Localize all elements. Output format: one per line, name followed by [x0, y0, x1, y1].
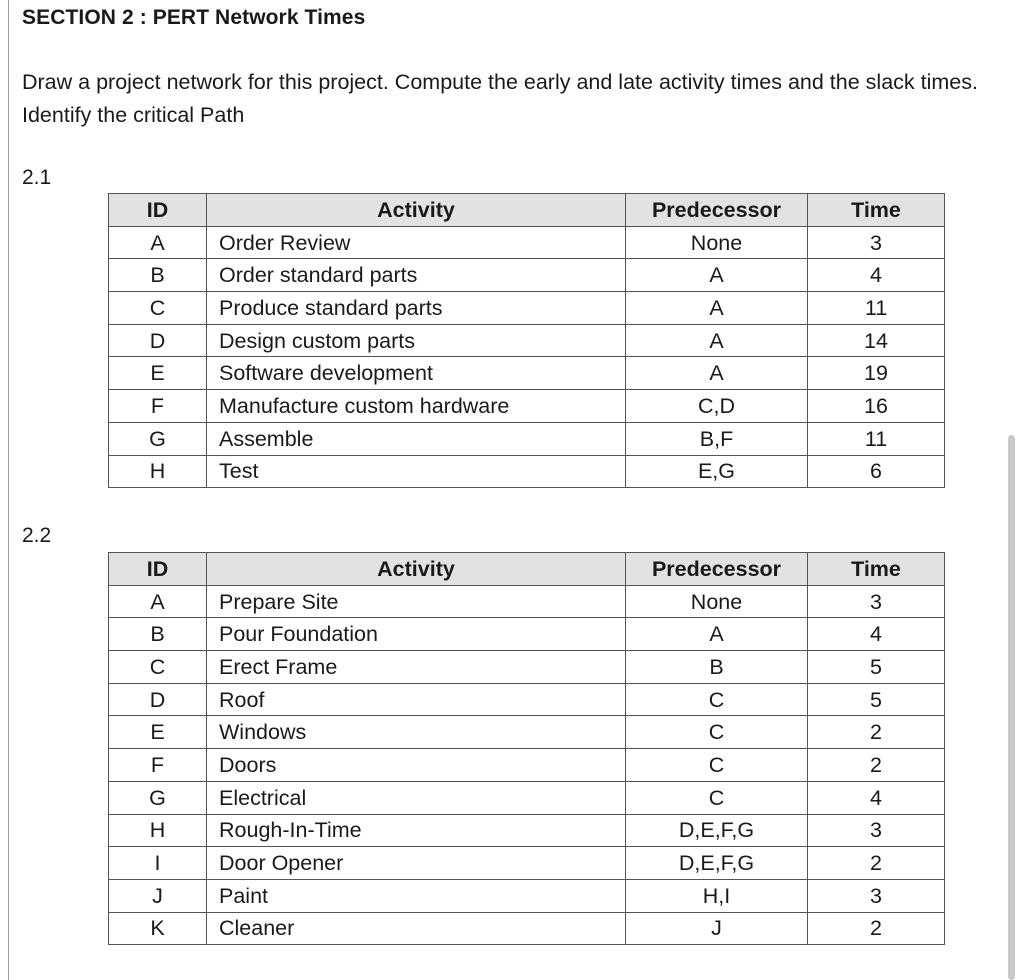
page-left-border [8, 0, 9, 980]
cell-activity: Software development [207, 357, 626, 390]
table-row [109, 716, 945, 749]
cell-predecessor: B [626, 651, 808, 684]
cell-predecessor: A [626, 324, 808, 357]
table-row [109, 585, 945, 618]
cell-id: B [109, 618, 207, 651]
cell-activity: Door Opener [207, 847, 626, 880]
cell-id: F [109, 749, 207, 782]
table-row [109, 749, 945, 782]
vertical-scrollbar[interactable] [1008, 435, 1015, 980]
activity-table-2-1 [108, 193, 945, 488]
cell-predecessor: C,D [626, 390, 808, 423]
cell-time: 3 [808, 814, 945, 847]
cell-id: E [109, 716, 207, 749]
cell-time: 2 [808, 749, 945, 782]
cell-activity: Pour Foundation [207, 618, 626, 651]
cell-predecessor: C [626, 683, 808, 716]
column-header-activity: Activity [207, 194, 626, 227]
cell-activity: Manufacture custom hardware [207, 390, 626, 423]
table-header-row [109, 553, 945, 586]
cell-time: 5 [808, 683, 945, 716]
cell-activity: Cleaner [207, 912, 626, 945]
cell-activity: Windows [207, 716, 626, 749]
cell-time: 19 [808, 357, 945, 390]
part-label-2-2: 2.2 [22, 524, 52, 547]
table-header-row [109, 194, 945, 227]
table-row [109, 912, 945, 945]
cell-time: 16 [808, 390, 945, 423]
cell-time: 4 [808, 618, 945, 651]
cell-time: 3 [808, 585, 945, 618]
cell-id: E [109, 357, 207, 390]
table-row [109, 814, 945, 847]
cell-time: 6 [808, 455, 945, 488]
cell-predecessor: A [626, 259, 808, 292]
cell-activity: Assemble [207, 422, 626, 455]
table-row [109, 618, 945, 651]
cell-time: 4 [808, 259, 945, 292]
column-header-id: ID [109, 194, 207, 227]
column-header-time: Time [808, 553, 945, 586]
table-row [109, 455, 945, 488]
column-header-id: ID [109, 553, 207, 586]
cell-id: H [109, 814, 207, 847]
cell-predecessor: None [626, 585, 808, 618]
cell-id: C [109, 651, 207, 684]
cell-predecessor: H,I [626, 879, 808, 912]
cell-activity: Produce standard parts [207, 292, 626, 325]
table-row [109, 781, 945, 814]
cell-id: G [109, 781, 207, 814]
cell-activity: Test [207, 455, 626, 488]
cell-time: 2 [808, 912, 945, 945]
cell-activity: Design custom parts [207, 324, 626, 357]
cell-id: F [109, 390, 207, 423]
cell-predecessor: J [626, 912, 808, 945]
column-header-predecessor: Predecessor [626, 553, 808, 586]
activity-table-2-2 [108, 552, 945, 945]
cell-id: I [109, 847, 207, 880]
cell-predecessor: A [626, 292, 808, 325]
cell-time: 5 [808, 651, 945, 684]
table-row [109, 226, 945, 259]
cell-activity: Roof [207, 683, 626, 716]
cell-id: G [109, 422, 207, 455]
section-title: SECTION 2 : PERT Network Times [22, 6, 366, 29]
cell-predecessor: C [626, 716, 808, 749]
table-row [109, 292, 945, 325]
cell-id: A [109, 585, 207, 618]
cell-predecessor: C [626, 781, 808, 814]
table-row [109, 879, 945, 912]
cell-id: J [109, 879, 207, 912]
cell-activity: Erect Frame [207, 651, 626, 684]
table-row [109, 422, 945, 455]
cell-time: 2 [808, 847, 945, 880]
table-row [109, 357, 945, 390]
cell-id: A [109, 226, 207, 259]
cell-predecessor: D,E,F,G [626, 847, 808, 880]
cell-activity: Prepare Site [207, 585, 626, 618]
cell-activity: Paint [207, 879, 626, 912]
part-label-2-1: 2.1 [22, 166, 52, 189]
cell-id: C [109, 292, 207, 325]
cell-predecessor: C [626, 749, 808, 782]
instructions-text: Draw a project network for this project. Compute the early and late activity times and the slack times. Identify the critical Path [22, 70, 978, 127]
cell-predecessor: A [626, 357, 808, 390]
cell-predecessor: A [626, 618, 808, 651]
cell-time: 14 [808, 324, 945, 357]
cell-activity: Order Review [207, 226, 626, 259]
column-header-activity: Activity [207, 553, 626, 586]
column-header-time: Time [808, 194, 945, 227]
cell-time: 2 [808, 716, 945, 749]
cell-id: K [109, 912, 207, 945]
table-row [109, 390, 945, 423]
cell-predecessor: None [626, 226, 808, 259]
cell-time: 3 [808, 226, 945, 259]
cell-id: D [109, 324, 207, 357]
cell-predecessor: E,G [626, 455, 808, 488]
cell-time: 3 [808, 879, 945, 912]
cell-id: D [109, 683, 207, 716]
table-row [109, 683, 945, 716]
cell-time: 11 [808, 292, 945, 325]
cell-activity: Electrical [207, 781, 626, 814]
table-row [109, 847, 945, 880]
cell-activity: Doors [207, 749, 626, 782]
cell-time: 11 [808, 422, 945, 455]
table-row [109, 324, 945, 357]
cell-predecessor: D,E,F,G [626, 814, 808, 847]
cell-activity: Order standard parts [207, 259, 626, 292]
table-row [109, 651, 945, 684]
table-row [109, 259, 945, 292]
column-header-predecessor: Predecessor [626, 194, 808, 227]
cell-id: B [109, 259, 207, 292]
cell-activity: Rough-In-Time [207, 814, 626, 847]
cell-time: 4 [808, 781, 945, 814]
cell-predecessor: B,F [626, 422, 808, 455]
cell-id: H [109, 455, 207, 488]
